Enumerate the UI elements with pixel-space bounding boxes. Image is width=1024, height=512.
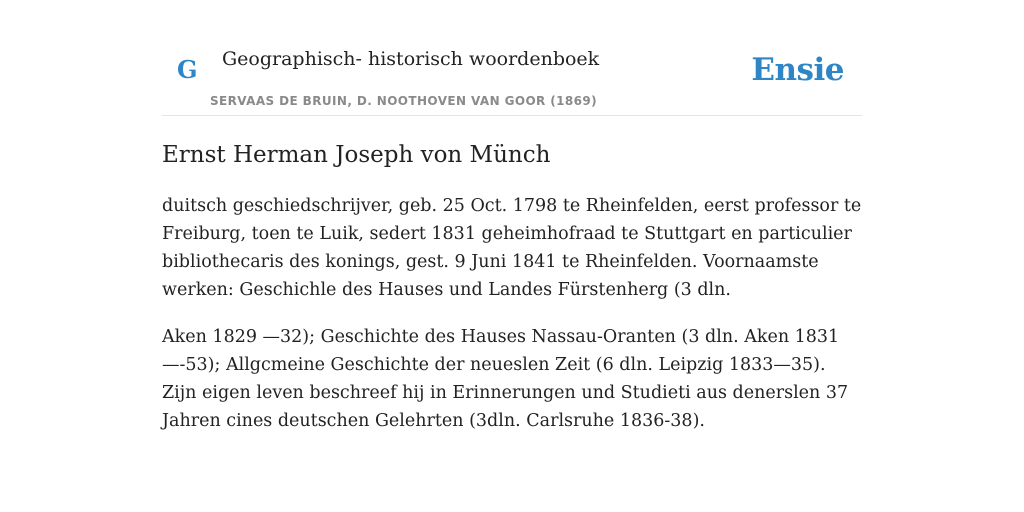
book-title-link[interactable]: Geographisch- historisch woordenboek [222,48,600,70]
book-authors: SERVAAS DE BRUIN, D. NOOTHOVEN VAN GOOR (1869) [210,94,598,108]
entry-paragraph-1: duitsch geschiedschrijver, geb. 25 Oct. 1798 te Rheinfelden, eerst professor te Freiburg, toen te Luik, sedert 1831 geheimhofraad te Stuttgart en particulier bibliothecaris des konings, gest. 9 Juni 1841 te Rheinfelden. Voornaamste werken: Geschichle des Hauses und Landes Fürstenherg (3 dln. [162,196,862,300]
book-letter-logo[interactable]: G [177,55,198,84]
ensie-logo[interactable]: Ensie [751,52,844,88]
entry-paragraph-2: Aken 1829 —32); Geschichte des Hauses Nassau-Oranten (3 dln. Aken 1831—-53); Allgcmeine Geschichte der neueslen Zeit (6 dln. Leipzig 1833—35). Zijn eigen leven beschreef hij in Erinnerungen und Studieti aus denerslen 37 Jahren cines deutschen Gelehrten (3dln. Carlsruhe 1836-38). [162,327,849,431]
book-header [162,40,862,116]
entry-body [162,192,862,454]
entry-title: Ernst Herman Joseph von Münch [162,142,551,168]
